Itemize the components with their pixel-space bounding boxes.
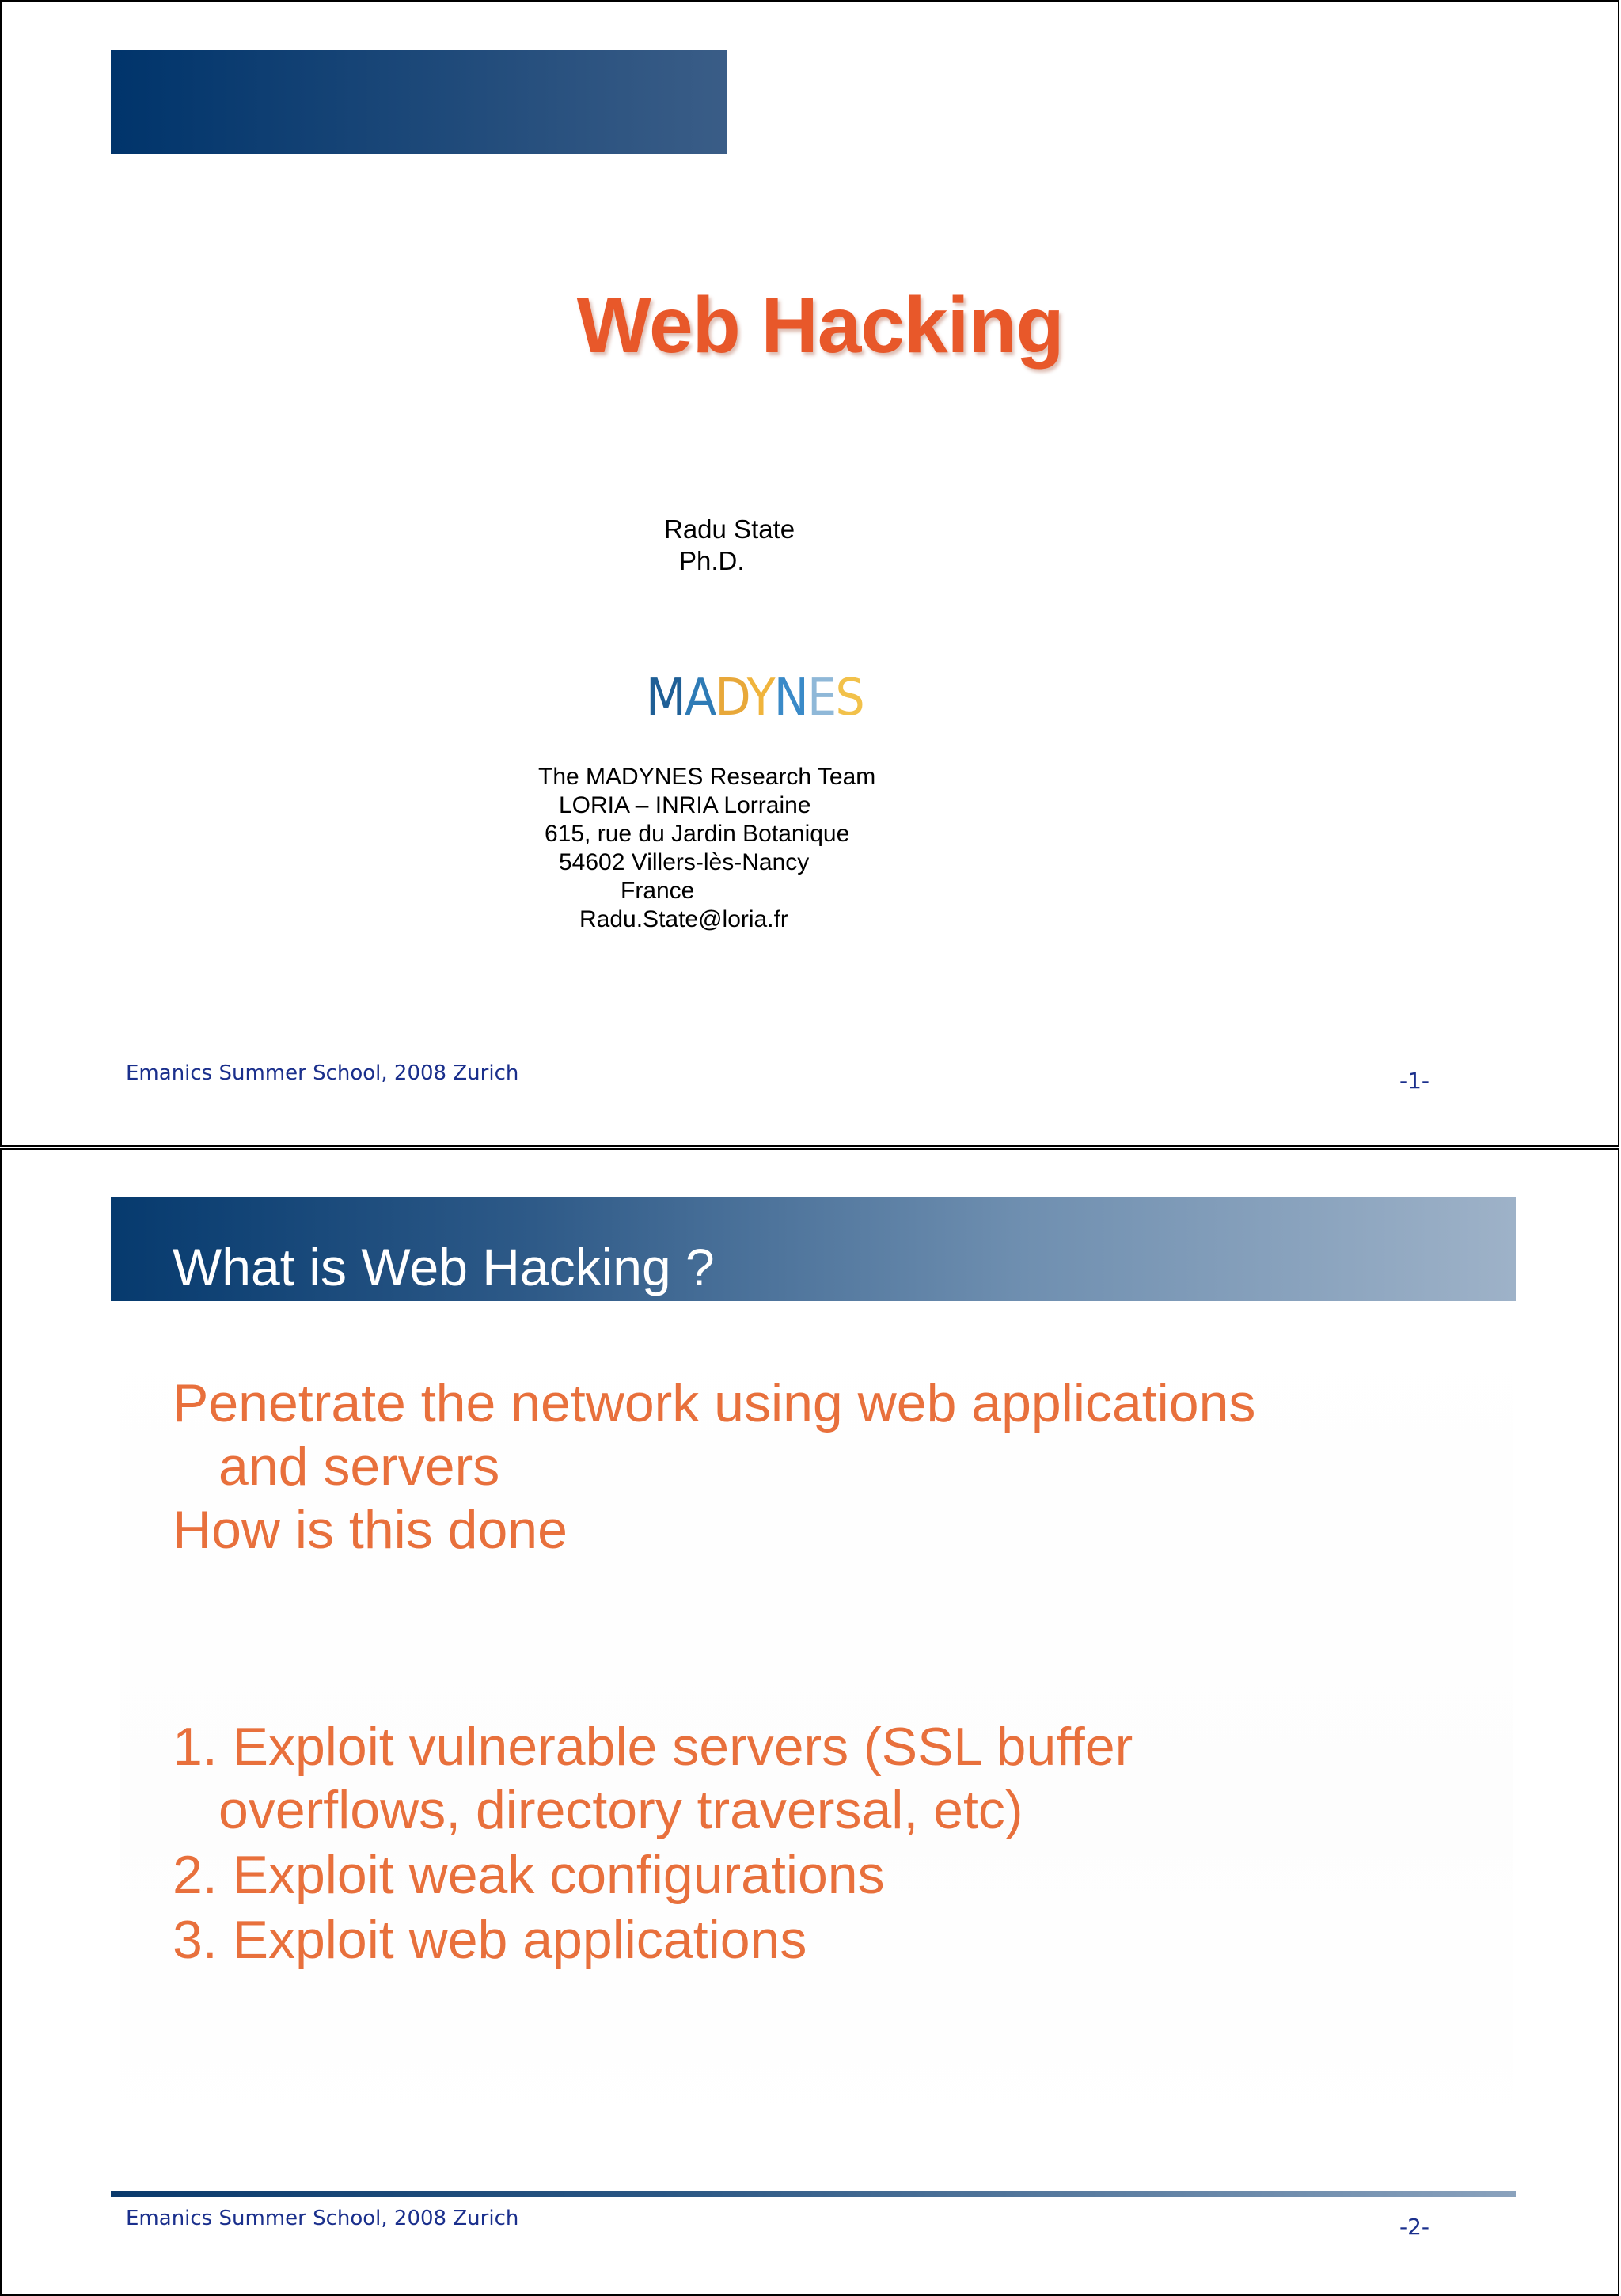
address-line-city: 54602 Villers-lès-Nancy	[559, 849, 810, 875]
address-line-country: France	[621, 878, 695, 904]
body-line-1: Penetrate the network using web applications	[173, 1373, 1256, 1433]
footer-rule	[111, 2191, 1516, 2197]
body-line-3: How is this done	[173, 1500, 568, 1560]
address-line-street: 615, rue du Jardin Botanique	[545, 821, 850, 847]
madynes-logo: MADYNES	[646, 669, 864, 727]
slide-footer: Emanics Summer School, 2008 Zurich	[126, 1061, 519, 1085]
slide-title	[2, 280, 1619, 371]
address-line-team: The MADYNES Research Team	[538, 764, 876, 790]
address-line-lab: LORIA – INRIA Lorraine	[559, 792, 811, 818]
slide-footer: Emanics Summer School, 2008 Zurich	[126, 2207, 519, 2230]
slide-2	[0, 1148, 1619, 2296]
header-bar	[111, 50, 727, 154]
list-item-3: 3. Exploit web applications	[173, 1910, 807, 1970]
page-number: -2-	[1399, 2214, 1430, 2240]
author-degree: Ph.D.	[679, 546, 745, 575]
author-name: Radu State	[664, 514, 795, 544]
list-item-1-cont: overflows, directory traversal, etc)	[218, 1780, 1023, 1840]
body-line-2: and servers	[218, 1436, 500, 1497]
page-number: -1-	[1399, 1068, 1430, 1094]
address-line-email: Radu.State@loria.fr	[579, 906, 788, 932]
list-item-2: 2. Exploit weak configurations	[173, 1845, 885, 1905]
slide-title: What is Web Hacking ?	[173, 1238, 715, 1296]
header-bar	[111, 1197, 1516, 1301]
slide-1	[0, 0, 1619, 1147]
slide-title-text: Web Hacking	[576, 281, 1064, 370]
list-item-1: 1. Exploit vulnerable servers (SSL buffer	[173, 1717, 1133, 1777]
